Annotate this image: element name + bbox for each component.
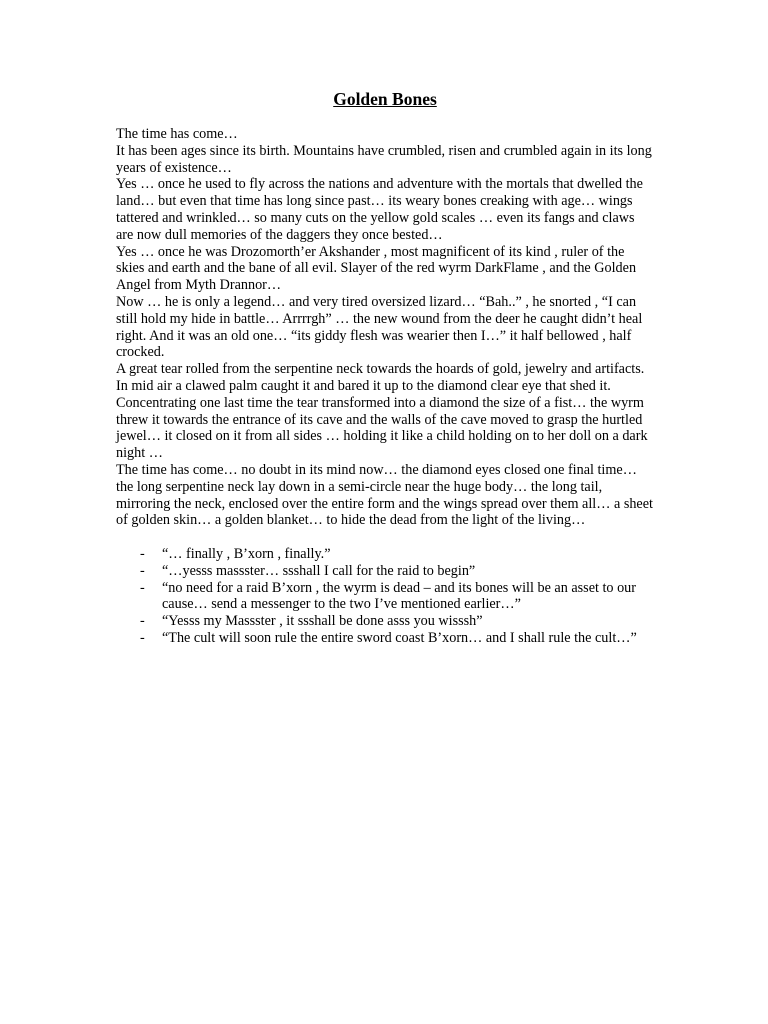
paragraph: It has been ages since its birth. Mountains have crumbled, risen and crumbled again in its long years of existence… — [116, 142, 652, 176]
dialogue-text: “Yesss my Massster , it ssshall be done asss you wisssh” — [162, 613, 483, 630]
document-page — [116, 88, 654, 647]
dialogue-text: “The cult will soon rule the entire sword coast B’xorn… and I shall rule the cult…” — [162, 629, 637, 646]
paragraph: A great tear rolled from the serpentine neck towards the hoards of gold, jewelry and artifacts. In mid air a clawed palm caught it and bared it up to the diamond clear eye that shed it. Concentrating one last time the tear transformed into a diamond the size of a fist… the wyrm threw it towards the entrance of its cave and the walls of the cave moved to grasp the hurtled jewel… it closed on it from all sides … holding it like a child holding on to her doll on a dark night … — [116, 361, 648, 462]
blank-line — [116, 529, 654, 546]
dialogue-text: “no need for a raid B’xorn , the wyrm is dead – and its bones will be an asset to our cause… send a messenger to the two I’ve mentioned earlier…” — [162, 579, 636, 613]
dialogue-list — [116, 546, 654, 647]
dialogue-line — [116, 563, 654, 580]
paragraph: The time has come… — [116, 126, 238, 142]
dialogue-dash: - — [140, 545, 145, 562]
dialogue-dash: - — [140, 562, 145, 579]
dialogue-dash: - — [140, 579, 145, 596]
dialogue-line — [116, 613, 654, 630]
paragraph: The time has come… no doubt in its mind now… the diamond eyes closed one final time… the long serpentine neck lay down in a semi-circle near the huge body… the long tail, mirroring the neck, enclosed over the entire form and the wings spread over them all… a sheet of golden skin… a golden blanket… to hide the dead from the light of the living… — [116, 461, 653, 529]
dialogue-text: “…yesss massster… ssshall I call for the raid to begin” — [162, 562, 476, 579]
dialogue-dash: - — [140, 613, 145, 630]
dialogue-line — [116, 580, 654, 614]
dialogue-line — [116, 546, 654, 563]
document-title: Golden Bones — [333, 89, 437, 109]
paragraph: Yes … once he was Drozomorth’er Akshander , most magnificent of its kind , ruler of the skies and earth and the bane of all evil. Slayer of the red wyrm DarkFlame , and the Golden Angel from Myth Drannor… — [116, 243, 637, 294]
document-body — [116, 126, 654, 647]
dialogue-text: “… finally , B’xorn , finally.” — [162, 545, 331, 562]
paragraph: Yes … once he used to fly across the nations and adventure with the mortals that dwelled the land… but even that time has long since past… its weary bones creaking with age… wings tattered and wrinkled… so many cuts on the yellow gold scales … even its fangs and claws are now dull memories of the daggers they once bested… — [116, 176, 643, 243]
dialogue-line — [116, 630, 654, 647]
paragraph: Now … he is only a legend… and very tired oversized lizard… “Bah..” , he snorted , “I can still hold my hide in battle… Arrrrgh” … the new wound from the deer he caught didn’t heal right. And it was an old one… “its giddy flesh was wearier then I…” it half bellowed , half crocked. — [116, 293, 643, 361]
dialogue-dash: - — [140, 629, 145, 646]
